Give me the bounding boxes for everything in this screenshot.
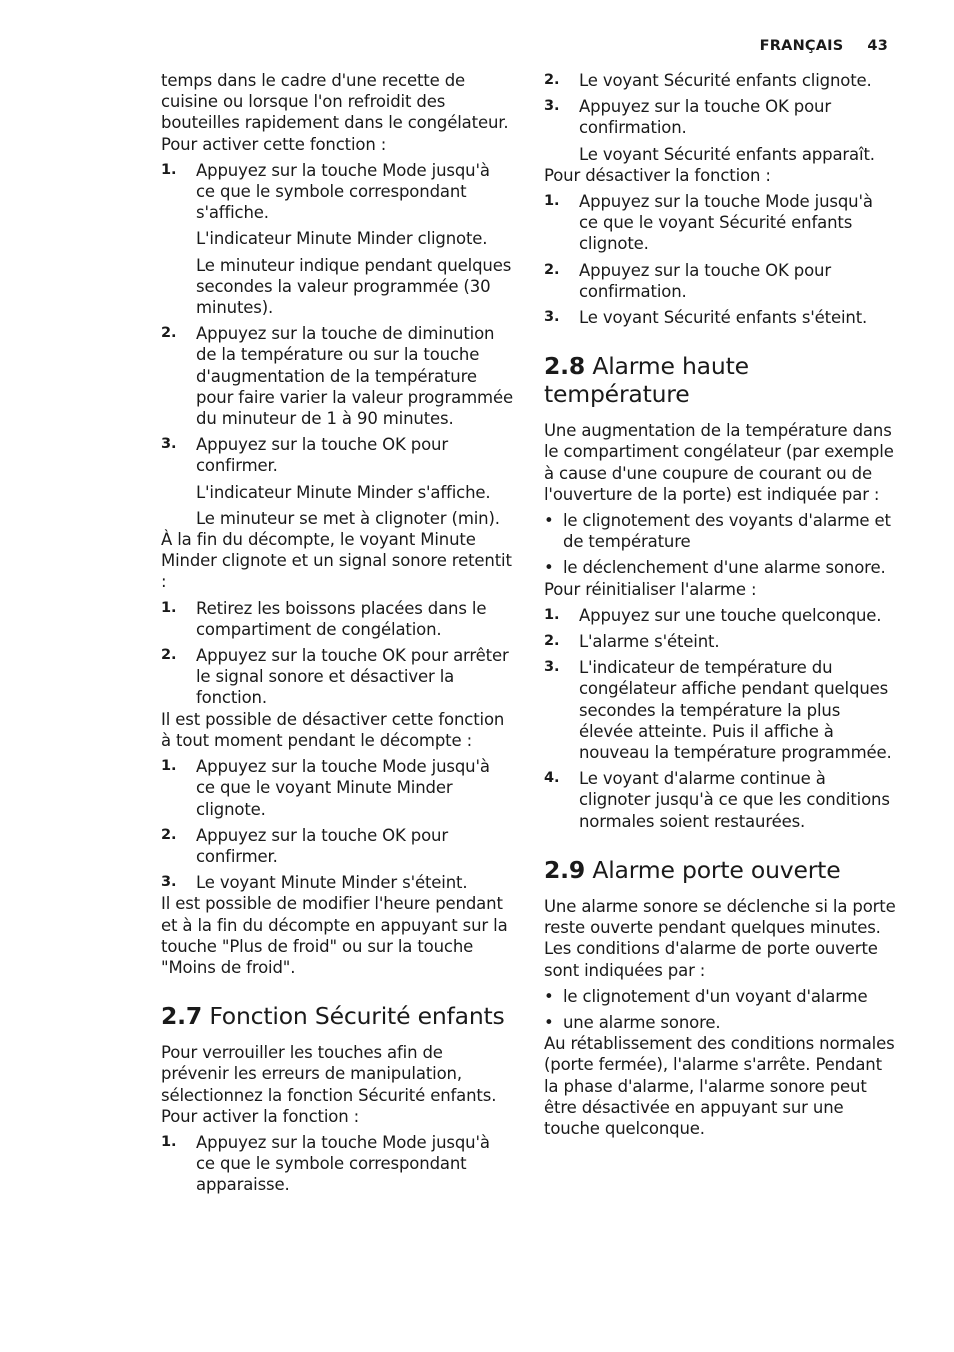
list-item <box>544 260 896 302</box>
list-item <box>544 191 896 255</box>
section-number: 2.7 <box>161 1002 203 1031</box>
list-item <box>161 1132 513 1196</box>
list-item <box>544 70 896 91</box>
list-item <box>161 756 513 820</box>
numbered-list <box>544 70 896 139</box>
list-item-number: 1. <box>544 193 560 210</box>
bullet-text: le clignotement d'un voyant d'alarme <box>563 986 868 1006</box>
bullet-text: une alarme sonore. <box>563 1012 721 1032</box>
paragraph: temps dans le cadre d'une recette de cuisine ou lorsque l'on refroidit des bouteilles rapidement dans le congélateur. <box>161 71 509 133</box>
paragraph: Pour réinitialiser l'alarme : <box>544 579 757 599</box>
page-number: 43 <box>867 38 888 54</box>
list-item-text: Retirez les boissons placées dans le compartiment de congélation. <box>196 598 487 639</box>
right-column <box>544 70 896 1139</box>
list-item-text: Appuyez sur la touche OK pour arrêter le signal sonore et désactiver la fonction. <box>196 646 509 708</box>
list-item <box>161 598 513 640</box>
page-header <box>760 38 888 54</box>
list-item <box>544 768 896 832</box>
list-item-number: 3. <box>544 98 560 115</box>
sub-note: L'indicateur Minute Minder s'affiche. <box>196 482 491 502</box>
numbered-list <box>161 323 513 476</box>
list-item-text: Appuyez sur la touche OK pour confirmer. <box>196 825 448 866</box>
numbered-list <box>161 1132 513 1196</box>
paragraph: Une augmentation de la température dans le compartiment congélateur (par exemple à cause d'une coupure de courant ou de l'ouverture de la porte) est indiquée par : <box>544 421 894 504</box>
list-item-number: 4. <box>544 770 560 787</box>
bullet-list <box>544 986 896 1033</box>
sub-note: L'indicateur Minute Minder clignote. <box>196 229 488 249</box>
numbered-list <box>544 191 896 328</box>
numbered-list <box>161 598 513 709</box>
list-item-text: Le voyant d'alarme continue à clignoter jusqu'à ce que les conditions normales soient restaurées. <box>579 769 890 831</box>
list-item-number: 1. <box>161 1133 177 1150</box>
list-item <box>544 307 896 328</box>
bullet-icon: • <box>544 558 554 578</box>
list-item-number: 1. <box>161 758 177 775</box>
list-item-text: Le voyant Sécurité enfants s'éteint. <box>579 308 868 328</box>
section-heading <box>544 856 896 884</box>
bullet-item <box>544 557 896 578</box>
paragraph: Pour verrouiller les touches afin de prévenir les erreurs de manipulation, sélectionnez la fonction Sécurité enfants. <box>161 1043 497 1105</box>
list-item-text: Appuyez sur la touche OK pour confirmer. <box>196 435 448 476</box>
list-item-number: 2. <box>161 325 177 342</box>
list-item-number: 1. <box>544 606 560 623</box>
list-item <box>544 631 896 652</box>
sub-note: Le minuteur indique pendant quelques secondes la valeur programmée (30 minutes). <box>196 255 512 318</box>
list-item-text: Le voyant Minute Minder s'éteint. <box>196 873 468 893</box>
section-title: Alarme haute température <box>544 352 749 409</box>
paragraph: Il est possible de désactiver cette fonction à tout moment pendant le décompte : <box>161 709 505 750</box>
list-item-text: Appuyez sur la touche de diminution de la température ou sur la touche d'augmentation de la température pour faire varier la valeur programmée du minuteur de 1 à 90 minutes. <box>196 324 513 429</box>
section-number: 2.9 <box>544 855 586 884</box>
section-label: FRANÇAIS <box>759 38 844 54</box>
list-item-number: 2. <box>161 826 177 843</box>
list-item-text: Appuyez sur la touche Mode jusqu'à ce que le voyant Sécurité enfants clignote. <box>579 192 873 254</box>
bullet-list <box>544 510 896 579</box>
list-item <box>161 872 513 893</box>
paragraph: Une alarme sonore se déclenche si la porte reste ouverte pendant quelques minutes. Les conditions d'alarme de porte ouverte sont indiquées par : <box>544 896 896 980</box>
list-item-text: Le voyant Sécurité enfants clignote. <box>579 71 872 90</box>
section-heading <box>161 1002 513 1030</box>
section-title: Alarme porte ouverte <box>592 855 841 884</box>
list-item-text: L'indicateur de température du congélateur affiche pendant quelques secondes la température la plus élevée atteinte. Puis il affiche à nouveau la température programmée. <box>579 658 892 763</box>
list-item-number: 2. <box>544 633 560 650</box>
paragraph: À la fin du décompte, le voyant Minute Minder clignote et un signal sonore retentit : <box>161 530 512 592</box>
list-item-number: 3. <box>161 436 177 453</box>
list-item <box>161 434 513 476</box>
list-item <box>544 96 896 138</box>
paragraph: Il est possible de modifier l'heure pendant et à la fin du décompte en appuyant sur la touche "Plus de froid" ou sur la touche "Moins de froid". <box>161 894 508 977</box>
sub-notes <box>161 482 513 529</box>
sub-note: Le minuteur se met à clignoter (min). <box>196 508 500 528</box>
section-heading <box>544 352 896 408</box>
left-column <box>161 70 513 1196</box>
paragraph: Pour activer la fonction : <box>161 1106 360 1126</box>
bullet-icon: • <box>544 986 554 1006</box>
list-item <box>161 323 513 429</box>
list-item-text: L'alarme s'éteint. <box>579 632 720 652</box>
bullet-text: le déclenchement d'une alarme sonore. <box>563 558 886 578</box>
bullet-item <box>544 510 896 552</box>
list-item-number: 3. <box>544 309 560 326</box>
list-item <box>544 605 896 626</box>
section-number: 2.8 <box>544 352 586 381</box>
list-item-number: 2. <box>161 647 177 664</box>
list-item-text: Appuyez sur la touche Mode jusqu'à ce que le voyant Minute Minder clignote. <box>196 757 490 819</box>
list-item-text: Appuyez sur la touche Mode jusqu'à ce que le symbole correspondant s'affiche. <box>196 160 490 223</box>
paragraph: Au rétablissement des conditions normales (porte fermée), l'alarme s'arrête. Pendant la phase d'alarme, l'alarme sonore peut être désactivée en appuyant sur une touche quelconque. <box>544 1034 895 1138</box>
sub-note: Le voyant Sécurité enfants apparaît. <box>579 144 875 164</box>
sub-notes <box>161 228 513 318</box>
bullet-item <box>544 1012 896 1033</box>
paragraph: Pour désactiver la fonction : <box>544 165 771 185</box>
list-item-number: 1. <box>161 599 177 616</box>
numbered-list <box>544 605 896 832</box>
list-item-number: 2. <box>544 72 560 88</box>
list-item-text: Appuyez sur la touche OK pour confirmation. <box>579 97 831 138</box>
list-item-text: Appuyez sur une touche quelconque. <box>579 605 882 625</box>
list-item-text: Appuyez sur la touche OK pour confirmation. <box>579 260 831 301</box>
list-item-number: 2. <box>544 261 560 278</box>
paragraph: Pour activer cette fonction : <box>161 134 387 154</box>
bullet-icon: • <box>544 511 554 531</box>
list-item-number: 3. <box>544 659 560 676</box>
list-item-number: 3. <box>161 874 177 891</box>
numbered-list <box>161 756 513 893</box>
bullet-item <box>544 986 896 1007</box>
section-title: Fonction Sécurité enfants <box>209 1002 505 1031</box>
numbered-list <box>161 160 513 224</box>
list-item <box>544 657 896 763</box>
bullet-text: le clignotement des voyants d'alarme et de température <box>563 511 891 552</box>
list-item <box>161 160 513 224</box>
list-item-number: 1. <box>161 161 177 178</box>
list-item <box>161 645 513 709</box>
list-item <box>161 825 513 867</box>
list-item-text: Appuyez sur la touche Mode jusqu'à ce que le symbole correspondant apparaisse. <box>196 1132 490 1195</box>
bullet-icon: • <box>544 1012 554 1032</box>
